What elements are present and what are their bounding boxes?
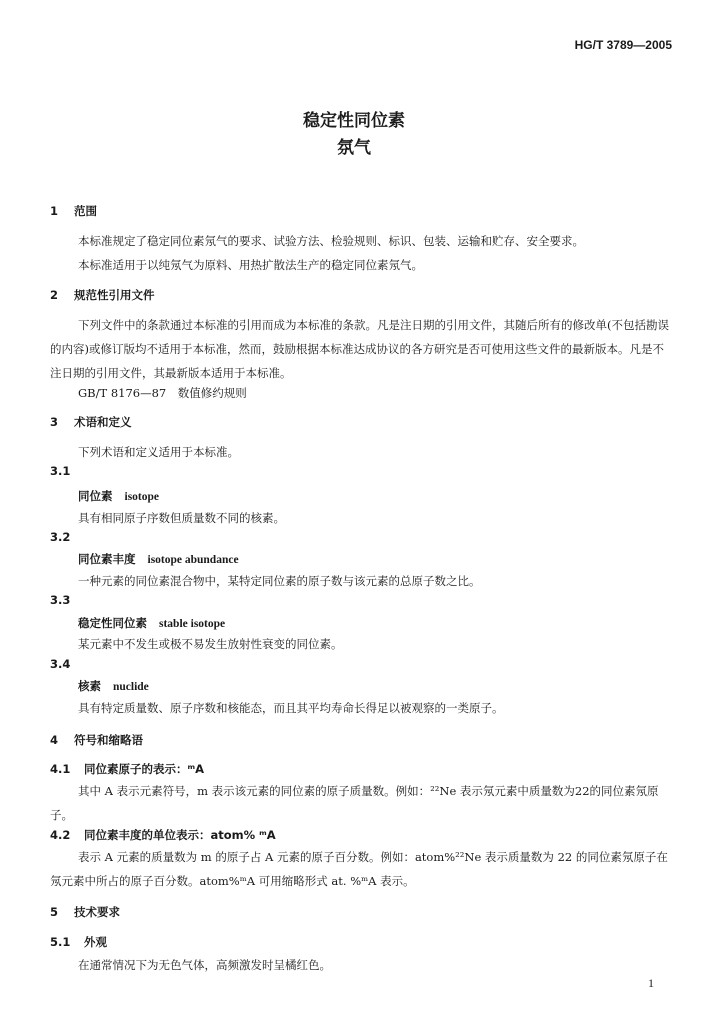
term-en: isotope abundance <box>147 554 239 566</box>
subsection-title: 同位素原子的表示：ᵐA <box>84 762 205 776</box>
section-number: 3 <box>50 415 59 429</box>
term-zh: 核素 <box>78 679 101 693</box>
section-number: 5 <box>50 905 59 919</box>
subsection-4-1-heading <box>50 761 204 777</box>
paragraph: 下列术语和定义适用于本标准。 <box>78 445 239 459</box>
paragraph: 本标准规定了稳定同位素氖气的要求、试验方法、检验规则、标识、包装、运输和贮存、安全要求。 <box>78 234 584 248</box>
paragraph: 本标准适用于以纯氖气为原料、用热扩散法生产的稳定同位素氖气。 <box>78 258 423 272</box>
term-entry <box>78 615 225 631</box>
section-1-heading <box>50 203 97 219</box>
subsection-title: 同位素丰度的单位表示：atom% ᵐA <box>84 828 276 842</box>
term-zh: 稳定性同位素 <box>78 616 147 630</box>
clause-number: 3.4 <box>50 657 71 671</box>
section-3-heading <box>50 414 132 430</box>
subsection-number: 4.2 <box>50 828 71 842</box>
subsection-number: 4.1 <box>50 762 71 776</box>
clause-number: 3.3 <box>50 593 71 607</box>
term-definition: 一种元素的同位素混合物中，某特定同位素的原子数与该元素的总原子数之比。 <box>78 574 481 588</box>
section-number: 1 <box>50 204 59 218</box>
paragraph: 其中 A 表示元素符号，m 表示该元素的同位素的原子质量数。例如：²²Ne 表示氖元素中质量数为22的同位素氖原子。 <box>50 784 659 822</box>
term-definition: 具有相同原子序数但质量数不同的核素。 <box>78 511 285 525</box>
section-title: 范围 <box>74 204 97 218</box>
term-en: isotope <box>124 491 159 503</box>
clause-number: 3.2 <box>50 530 71 544</box>
clause-number: 3.1 <box>50 464 71 478</box>
term-en: stable isotope <box>159 618 226 630</box>
subsection-title: 外观 <box>84 935 107 949</box>
term-entry <box>78 488 159 504</box>
term-zh: 同位素丰度 <box>78 552 136 566</box>
paragraph: 表示 A 元素的质量数为 m 的原子占 A 元素的原子百分数。例如：atom%²²Ne 表示质量数为 22 的同位素氖原子在氖元素中所占的原子百分数。atom%ᵐA 可用缩略形式 at. %ᵐA 表示。 <box>50 850 668 888</box>
term-zh: 同位素 <box>78 489 113 503</box>
section-title: 规范性引用文件 <box>74 288 155 302</box>
section-title: 术语和定义 <box>74 415 132 429</box>
standard-number: HG/T 3789—2005 <box>574 38 672 52</box>
term-entry <box>78 551 239 567</box>
term-definition: 某元素中不发生或极不易发生放射性衰变的同位素。 <box>78 637 343 651</box>
section-5-heading <box>50 904 120 920</box>
normative-reference: GB/T 8176—87 数值修约规则 <box>78 386 247 400</box>
section-number: 4 <box>50 733 59 747</box>
section-title: 符号和缩略语 <box>74 733 143 747</box>
doc-title: 稳定性同位素 <box>303 111 405 131</box>
page-number: 1 <box>648 976 654 990</box>
subsection-5-1-heading <box>50 934 107 950</box>
section-number: 2 <box>50 288 59 302</box>
term-entry <box>78 678 149 694</box>
doc-subtitle: 氛气 <box>337 138 371 158</box>
term-definition: 具有特定质量数、原子序数和核能态，而且其平均寿命长得足以被观察的一类原子。 <box>78 701 504 715</box>
section-title: 技术要求 <box>74 905 120 919</box>
section-4-heading <box>50 732 143 748</box>
subsection-number: 5.1 <box>50 935 71 949</box>
paragraph: 在通常情况下为无色气体，高频激发时呈橘红色。 <box>78 958 331 972</box>
subsection-4-2-heading <box>50 827 276 843</box>
section-2-heading <box>50 287 155 303</box>
paragraph: 下列文件中的条款通过本标准的引用而成为本标准的条款。凡是注日期的引用文件，其随后所有的修改单(不包括勘误的内容)或修订版均不适用于本标准，然而，鼓励根据本标准达成协议的各方研究是否可使用这些文件的最新版本。凡是不注日期的引用文件，其最新版本适用于本标准。 <box>50 318 669 380</box>
term-en: nuclide <box>113 681 149 693</box>
